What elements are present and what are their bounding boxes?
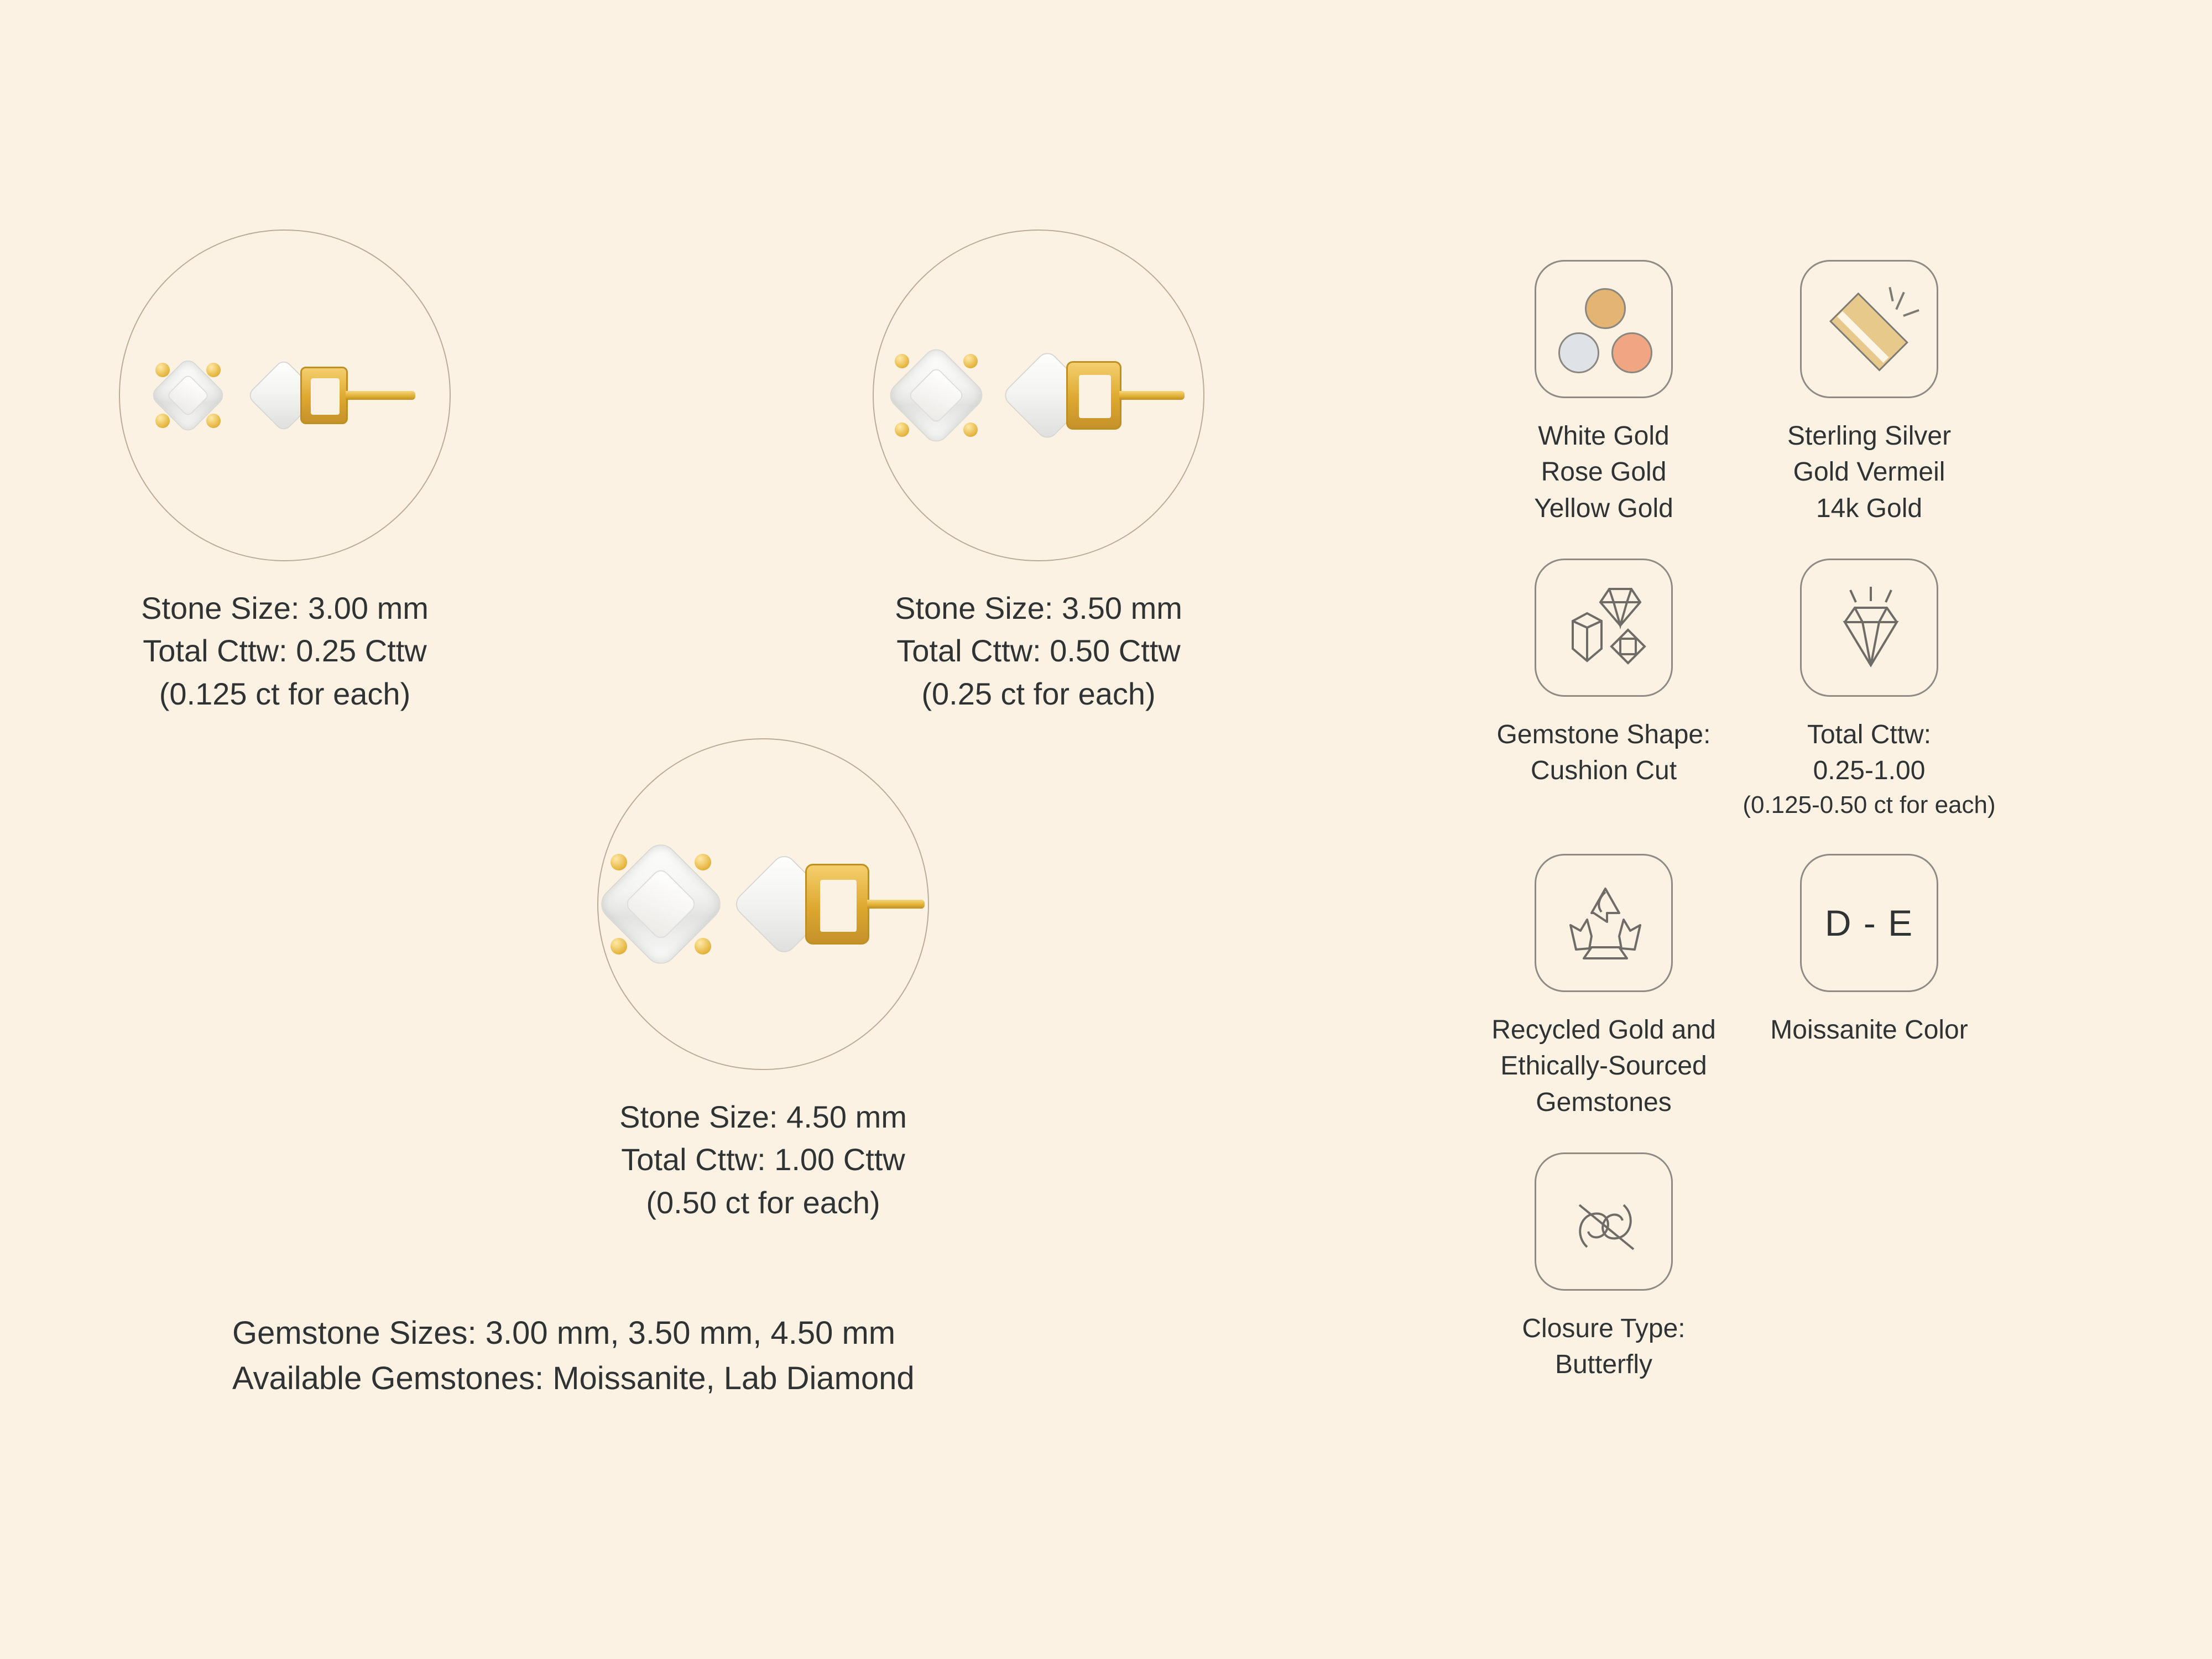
feature-closure-type (1471, 1152, 1736, 1383)
feature-label (1471, 717, 1736, 789)
label-line: Gemstone Shape: (1496, 719, 1711, 749)
metal-colors-icon (1535, 260, 1673, 398)
label-line: White Gold (1538, 421, 1670, 451)
label-line: Gemstones (1536, 1087, 1672, 1117)
stone-size-line: Stone Size: 3.00 mm (141, 591, 429, 625)
gemstone-shapes-icon (1535, 559, 1673, 697)
white-gold-dot (1558, 332, 1599, 373)
each-ct-line: (0.125 ct for each) (159, 676, 411, 711)
feature-label (1736, 1012, 2002, 1048)
feature-row-3 (1471, 854, 2046, 1152)
feature-label (1736, 418, 2002, 526)
feature-label (1471, 418, 1736, 526)
label-line: Yellow Gold (1534, 493, 1673, 523)
feature-label (1736, 717, 2002, 822)
total-cttw-line: Total Cttw: 0.50 Cttw (896, 633, 1181, 669)
label-line: Butterfly (1554, 1350, 1653, 1380)
size-caption (873, 587, 1204, 715)
diamond-sparkle-icon (1800, 559, 1938, 697)
available-gemstones-line: Available Gemstones: Moissanite, Lab Diamond (232, 1360, 915, 1397)
feature-row-2 (1471, 559, 2046, 854)
label-line: Sterling Silver (1787, 421, 1952, 451)
gold-bar-icon (1800, 260, 1938, 398)
earring-pair (147, 351, 423, 440)
stone-size-line: Stone Size: 3.50 mm (895, 591, 1182, 625)
earring-photo-circle (873, 229, 1204, 561)
summary-block (232, 1311, 915, 1402)
size-caption (597, 1095, 929, 1224)
feature-label (1471, 1012, 1736, 1120)
yellow-gold-dot (1585, 288, 1626, 329)
label-line: Closure Type: (1522, 1313, 1686, 1343)
feature-row-4 (1471, 1152, 2046, 1415)
bar-shape (1818, 278, 1924, 384)
label-line: Gold Vermeil (1793, 457, 1945, 487)
color-grade-icon (1800, 854, 1938, 992)
label-line: 14k Gold (1815, 493, 1923, 523)
each-ct-line: (0.25 ct for each) (921, 676, 1156, 711)
recycle-leaf-icon (1535, 854, 1673, 992)
feature-materials (1736, 260, 2002, 526)
stone-front-view (147, 354, 229, 437)
label-line: 0.25-1.00 (1813, 756, 1926, 786)
feature-empty-slot (1736, 1152, 2002, 1383)
label-line: Moissanite Color (1770, 1015, 1968, 1045)
rose-gold-dot (1611, 332, 1652, 373)
feature-label (1471, 1311, 1736, 1383)
feature-recycled (1471, 854, 1736, 1120)
feature-row-1 (1471, 260, 2046, 559)
label-line: Total Cttw: (1807, 719, 1932, 749)
stone-size-line: Stone Size: 4.50 mm (619, 1099, 907, 1134)
feature-grid (1471, 260, 2046, 1415)
total-cttw-line: Total Cttw: 0.25 Cttw (143, 633, 427, 669)
total-cttw-line: Total Cttw: 1.00 Cttw (621, 1142, 905, 1177)
stone-side-view (1011, 340, 1193, 451)
earring-photo-circle (119, 229, 451, 561)
feature-moissanite-color (1736, 854, 2002, 1120)
stone-front-view (884, 343, 989, 448)
size-caption (119, 587, 451, 715)
earring-pair (884, 340, 1193, 451)
color-grade-text: D - E (1824, 902, 1914, 944)
feature-metals (1471, 260, 1736, 526)
each-ct-line: (0.50 ct for each) (646, 1185, 880, 1220)
label-line: Recycled Gold and (1491, 1015, 1716, 1045)
size-group-3-50-mm (873, 229, 1204, 715)
stone-front-view (597, 841, 724, 968)
earring-photo-circle (597, 738, 929, 1070)
label-line: (0.125-0.50 ct for each) (1743, 791, 1996, 819)
feature-total-cttw (1736, 559, 2002, 822)
earring-pair (597, 838, 929, 971)
label-line: Rose Gold (1541, 457, 1667, 487)
stone-side-view (252, 351, 423, 440)
label-line: Cushion Cut (1530, 756, 1677, 786)
butterfly-back-icon (1535, 1152, 1673, 1291)
label-line: Ethically-Sourced (1500, 1051, 1707, 1081)
feature-gemstone-shape (1471, 559, 1736, 822)
size-group-3-00-mm (119, 229, 451, 715)
size-group-4-50-mm (597, 738, 929, 1224)
gemstone-sizes-line: Gemstone Sizes: 3.00 mm, 3.50 mm, 4.50 mm (232, 1315, 896, 1351)
stone-side-view (747, 838, 929, 971)
